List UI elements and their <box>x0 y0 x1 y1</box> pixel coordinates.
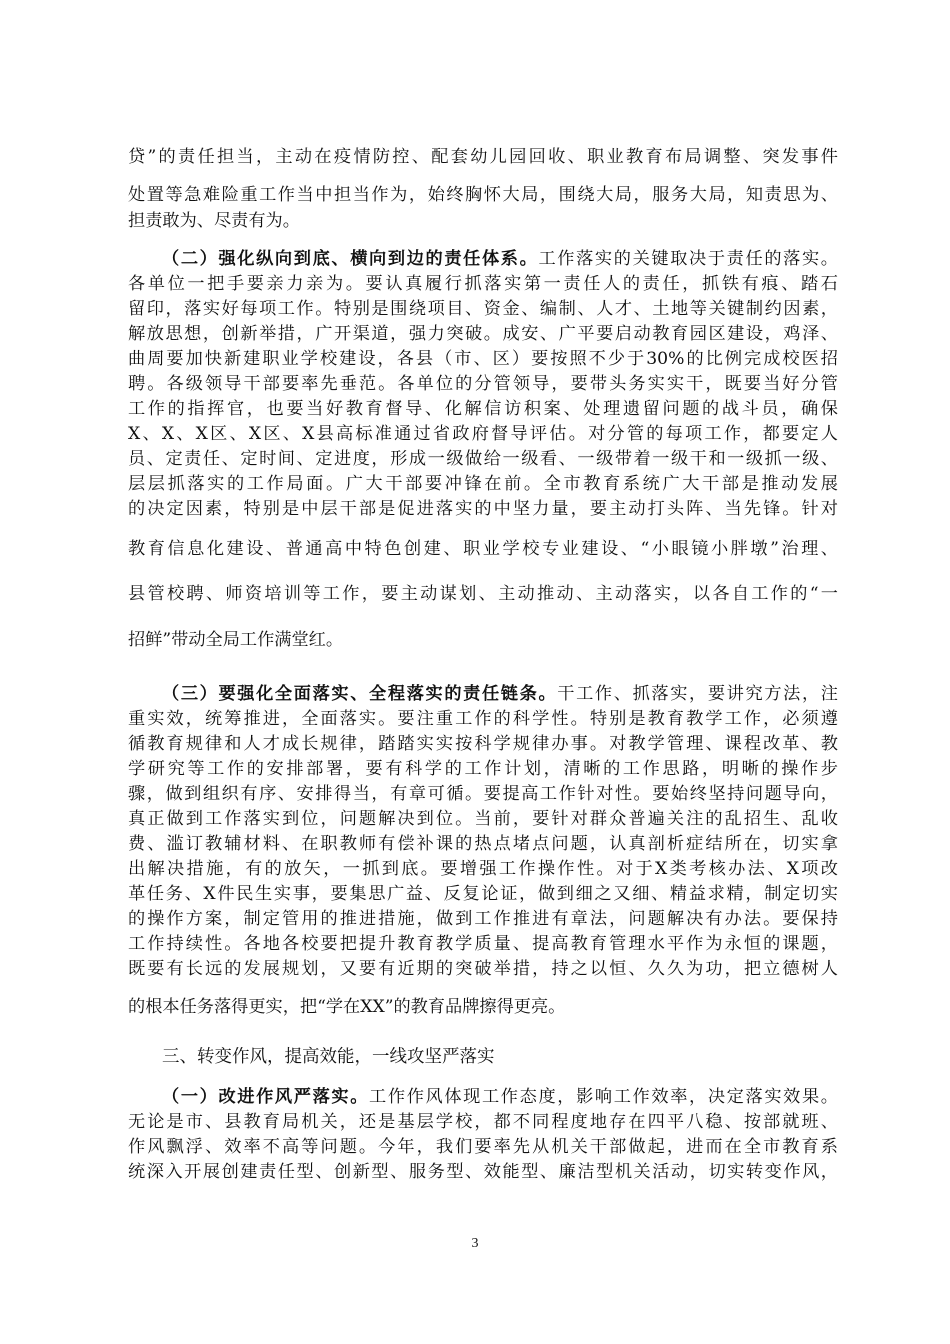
paragraph-line: 层层抓落实的工作局面。广大干部要冲锋在前。全市教育系统广大干部是推动发展 <box>128 474 838 494</box>
section-lead-line <box>162 247 838 271</box>
paragraph-line: 既要有长远的发展规划，又要有近期的突破举措，持之以恒、久久为功，把立德树人 <box>128 959 838 979</box>
paragraph-line: 骤，做到组织有序、安排得当，有章可循。要提高工作针对性。要始终坚持问题导向， <box>128 784 838 804</box>
paragraph-line: 费、滥订教辅材料、在职教师有偿补课的热点堵点问题，认真剖析症结所在，切实拿 <box>128 834 838 854</box>
paragraph-line: 聘。各级领导干部要率先垂范。各单位的分管领导，要带头务实实干，既要当好分管 <box>128 374 838 394</box>
paragraph-line: 革任务、X件民生实事，要集思广益、反复论证，做到细之又细、精益求精，制定切实 <box>128 884 838 904</box>
paragraph-line: 担责敢为、尽责有为。 <box>128 211 300 231</box>
paragraph-line: 各单位一把手要亲力亲为。要认真履行抓落实第一责任人的责任，抓铁有痕、踏石 <box>128 274 838 294</box>
section-heading-3: （三）要强化全面落实、全程落实的责任链条。 <box>162 684 558 704</box>
paragraph-text: 工作作风体现工作态度，影响工作效率，决定落实效果。 <box>369 1087 838 1107</box>
paragraph-line: 作风飘浮、效率不高等问题。今年，我们要率先从机关干部做起，进而在全市教育系 <box>128 1137 838 1157</box>
chapter-heading: 三、转变作风，提高效能，一线攻坚严落实 <box>162 1047 495 1067</box>
paragraph-text: 干工作、抓落实，要讲究方法，注 <box>557 684 838 704</box>
paragraph-line: 统深入开展创建责任型、创新型、服务型、效能型、廉洁型机关活动，切实转变作风， <box>128 1162 838 1182</box>
paragraph-line: 县管校聘、师资培训等工作，要主动谋划、主动推动、主动落实，以各自工作的“一 <box>128 584 838 604</box>
paragraph-line: 留印，落实好每项工作。特别是围绕项目、资金、编制、人才、土地等关键制约因素， <box>128 299 838 319</box>
paragraph-line: X、X、X区、X区、X县高标准通过省政府督导评估。对分管的每项工作，都要定人 <box>128 424 838 444</box>
paragraph-line: 学研究等工作的安排部署，要有科学的工作计划，清晰的工作思路，明晰的操作步 <box>128 759 838 779</box>
paragraph-line: 的操作方案，制定管用的推进措施，做到工作推进有章法，问题解决有办法。要保持 <box>128 909 838 929</box>
paragraph-line: 员、定责任、定时间、定进度，形成一级做给一级看、一级带着一级干和一级抓一级、 <box>128 449 838 469</box>
paragraph-line: 真正做到工作落实到位，问题解决到位。当前，要针对群众普遍关注的乱招生、乱收 <box>128 809 838 829</box>
section-heading-1: （一）改进作风严落实。 <box>162 1087 370 1107</box>
paragraph-line: 解放思想，创新举措，广开渠道，强力突破。成安、广平要启动教育园区建设，鸡泽、 <box>128 324 838 344</box>
paragraph-line: 工作的指挥官，也要当好教育督导、化解信访积案、处理遗留问题的战斗员，确保 <box>128 399 838 419</box>
paragraph-line: 出解决措施，有的放矢，一抓到底。要增强工作操作性。对于X类考核办法、X项改 <box>128 859 838 879</box>
paragraph-line: 招鲜”带动全局工作满堂红。 <box>128 630 344 650</box>
section-lead-line <box>162 682 838 706</box>
paragraph-line: 教育信息化建设、普通高中特色创建、职业学校专业建设、“小眼镜小胖墩”治理、 <box>128 539 838 559</box>
paragraph-line: 贷”的责任担当，主动在疫情防控、配套幼儿园回收、职业教育布局调整、突发事件 <box>128 147 838 167</box>
paragraph-line: 工作持续性。各地各校要把提升教育教学质量、提高教育管理水平作为永恒的课题， <box>128 934 838 954</box>
paragraph-line: 循教育规律和人才成长规律，踏踏实实按科学规律办事。对教学管理、课程改革、教 <box>128 734 838 754</box>
paragraph-text: 工作落实的关键取决于责任的落实。 <box>538 249 838 269</box>
paragraph-line: 曲周要加快新建职业学校建设，各县（市、区）要按照不少于30%的比例完成校医招 <box>128 349 838 369</box>
paragraph-line: 的决定因素，特别是中层干部是促进落实的中坚力量，要主动打头阵、当先锋。针对 <box>128 499 838 519</box>
section-lead-line <box>162 1085 838 1109</box>
paragraph-line: 无论是市、县教育局机关，还是基层学校，都不同程度地存在四平八稳、按部就班、 <box>128 1112 838 1132</box>
page-number: 3 <box>471 1236 479 1251</box>
paragraph-line: 的根本任务落得更实，把“学在XX”的教育品牌擦得更亮。 <box>128 997 566 1017</box>
section-heading-2: （二）强化纵向到底、横向到边的责任体系。 <box>162 249 539 269</box>
paragraph-line: 处置等急难险重工作当中担当作为，始终胸怀大局，围绕大局，服务大局，知责思为、 <box>128 185 838 205</box>
paragraph-line: 重实效，统筹推进，全面落实。要注重工作的科学性。特别是教育教学工作，必须遵 <box>128 709 838 729</box>
